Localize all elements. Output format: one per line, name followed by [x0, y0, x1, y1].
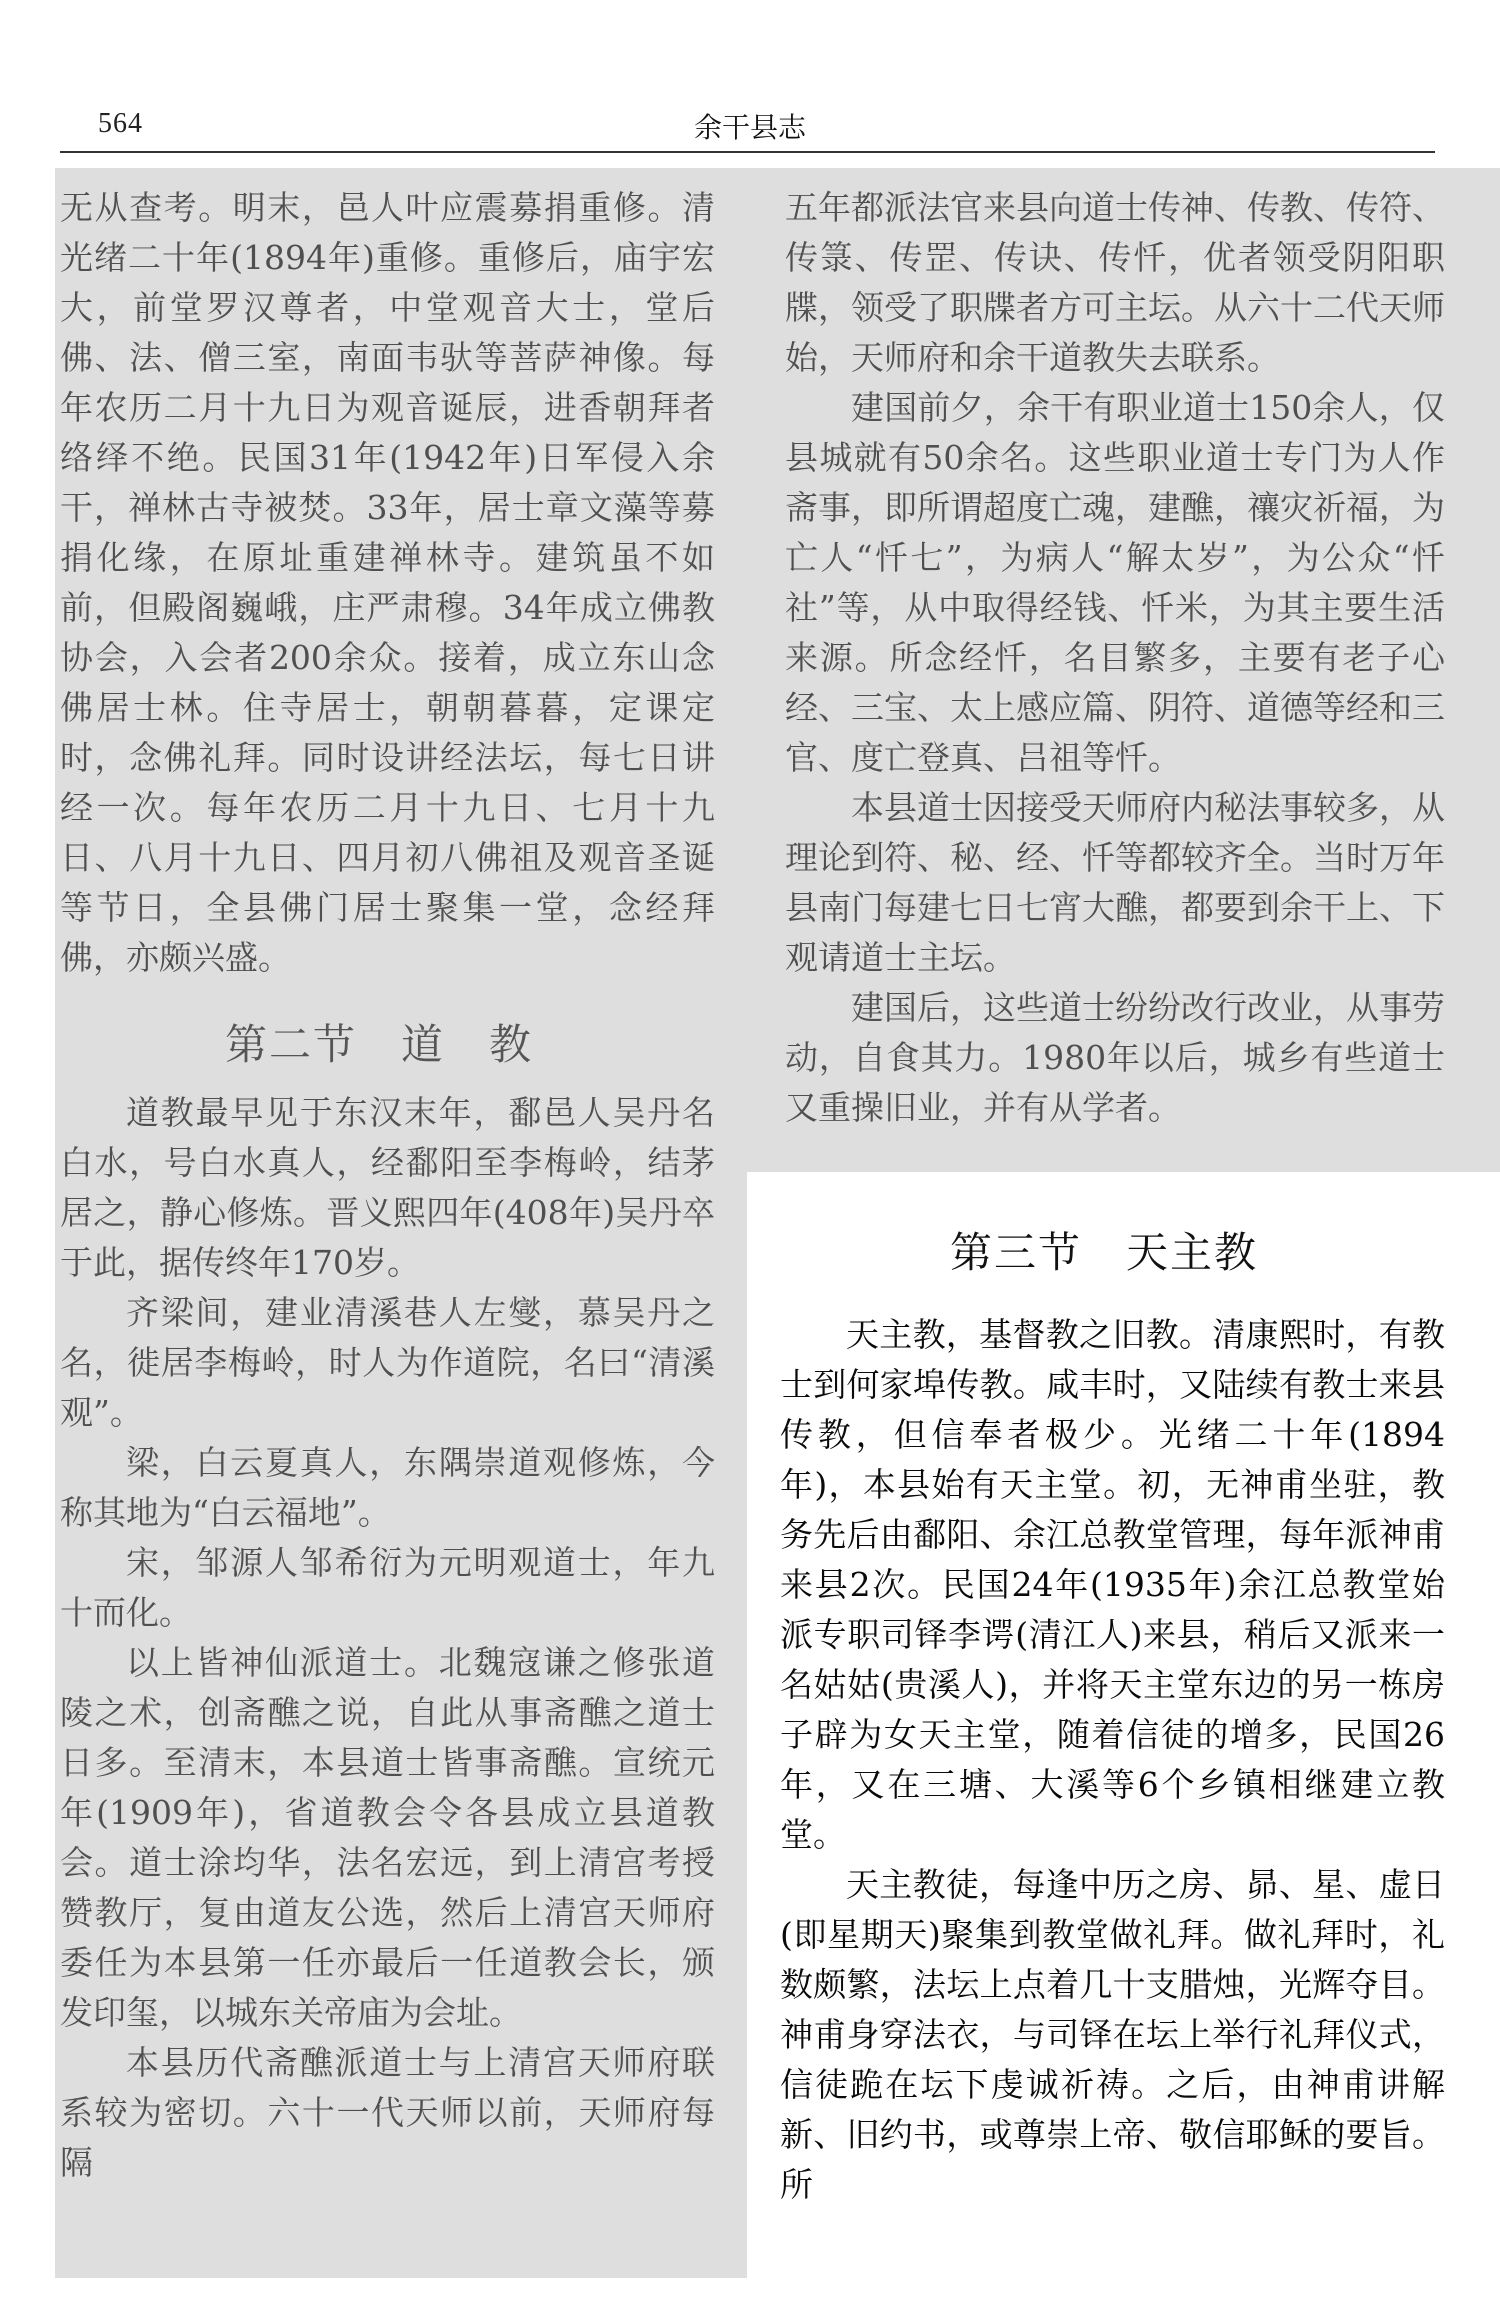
page-number: 564: [98, 108, 143, 139]
paragraph: 天主教徒，每逢中历之房、昴、星、虚日(即星期天)聚集到教堂做礼拜。做礼拜时，礼数颇繁，法坛上点着几十支腊烛，光辉夺目。神甫身穿法衣，与司铎在坛上举行礼拜仪式，信徒跪在坛下虔诚祈祷。之后，由神甫讲解新、旧约书，或尊崇上帝、敬信耶稣的要旨。所: [780, 1865, 1445, 2204]
paragraph: 五年都派法官来县向道士传神、传教、传符、传箓、传罡、传诀、传忏，优者领受阴阳职牒，领受了职牒者方可主坛。从六十二代天师始，天师府和余干道教失去联系。: [785, 188, 1445, 377]
header-rule: [60, 151, 1435, 153]
paragraph: 以上皆神仙派道士。北魏寇谦之修张道陵之术，创斋醮之说，自此从事斋醮之道士日多。至清末，本县道士皆事斋醮。宣统元年(1909年)，省道教会令各县成立县道教会。道士涂均华，法名宏远，到上清宫考授赞教厅，复由道友公选，然后上清宫天师府委任为本县第一任亦最后一任道教会长，颁发印玺，以城东关帝庙为会址。: [60, 1643, 715, 2032]
paragraph: 本县历代斋醮派道士与上清宫天师府联系较为密切。六十一代天师以前，天师府每隔: [60, 2043, 715, 2182]
tianzhujiao-section-body: [780, 1310, 1445, 2210]
paragraph: 本县道士因接受天师府内秘法事较多，从理论到符、秘、经、忏等都较齐全。当时万年县南门每建七日七宵大醮，都要到余干上、下观请道士主坛。: [785, 788, 1445, 977]
paragraph: 宋，邹源人邹希衍为元明观道士，年九十而化。: [60, 1543, 715, 1632]
left-column-text: [60, 183, 715, 983]
section-title-daojiao: 第二节 道 教: [225, 1020, 534, 1069]
paragraph: 建国后，这些道士纷纷改行改业，从事劳动，自食其力。1980年以后，城乡有些道士又重操旧业，并有从学者。: [785, 988, 1445, 1127]
daojiao-section-body: [60, 1088, 715, 2188]
paragraph: 道教最早见于东汉末年，鄱邑人吴丹名白水，号白水真人，经鄱阳至李梅岭，结茅居之，静心修炼。晋义熙四年(408年)吴丹卒于此，据传终年170岁。: [60, 1093, 715, 1282]
paragraph: 齐梁间，建业清溪巷人左燮，慕吴丹之名，徙居李梅岭，时人为作道院，名曰“清溪观”。: [60, 1293, 715, 1432]
running-title: 余干县志: [693, 111, 806, 144]
page-header: [0, 0, 1500, 150]
right-column-gray-text: [785, 183, 1445, 1133]
paragraph: 建国前夕，余干有职业道士150余人，仅县城就有50余名。这些职业道士专门为人作斋事，即所谓超度亡魂，建醮，禳灾祈福，为亡人“忏七”，为病人“解太岁”，为公众“忏社”等，从中取得经钱、忏米，为其主要生活来源。所念经忏，名目繁多，主要有老子心经、三宝、太上感应篇、阴符、道德等经和三官、度亡登真、吕祖等忏。: [785, 388, 1445, 777]
paragraph: 梁，白云夏真人，东隅崇道观修炼，今称其地为“白云福地”。: [60, 1443, 715, 1532]
paragraph: 天主教，基督教之旧教。清康熙时，有教士到何家埠传教。咸丰时，又陆续有教士来县传教，但信奉者极少。光绪二十年(1894年)，本县始有天主堂。初，无神甫坐驻，教务先后由鄱阳、余江总教堂管理，每年派神甫来县2次。民国24年(1935年)余江总教堂始派专职司铎李谔(清江人)来县，稍后又派来一名姑姑(贵溪人)，并将天主堂东边的另一栋房子辟为女天主堂，随着信徒的增多，民国26年，又在三塘、大溪等6个乡镇相继建立教堂。: [780, 1315, 1445, 1854]
paragraph: 无从查考。明末，邑人叶应震募捐重修。清光绪二十年(1894年)重修。重修后，庙宇宏大，前堂罗汉尊者，中堂观音大士，堂后佛、法、僧三室，南面韦驮等菩萨神像。每年农历二月十九日为观音诞辰，进香朝拜者络绎不绝。民国31年(1942年)日军侵入余干，禅林古寺被焚。33年，居士章文藻等募捐化缘，在原址重建禅林寺。建筑虽不如前，但殿阁巍峨，庄严肃穆。34年成立佛教协会，入会者200余众。接着，成立东山念佛居士林。住寺居士，朝朝暮暮，定课定时，念佛礼拜。同时设讲经法坛，每七日讲经一次。每年农历二月十九日、七月十九日、八月十九日、四月初八佛祖及观音圣诞等节日，全县佛门居士聚集一堂，念经拜佛，亦颇兴盛。: [60, 188, 715, 977]
section-title-tianzhujiao: 第三节 天主教: [950, 1228, 1259, 1277]
